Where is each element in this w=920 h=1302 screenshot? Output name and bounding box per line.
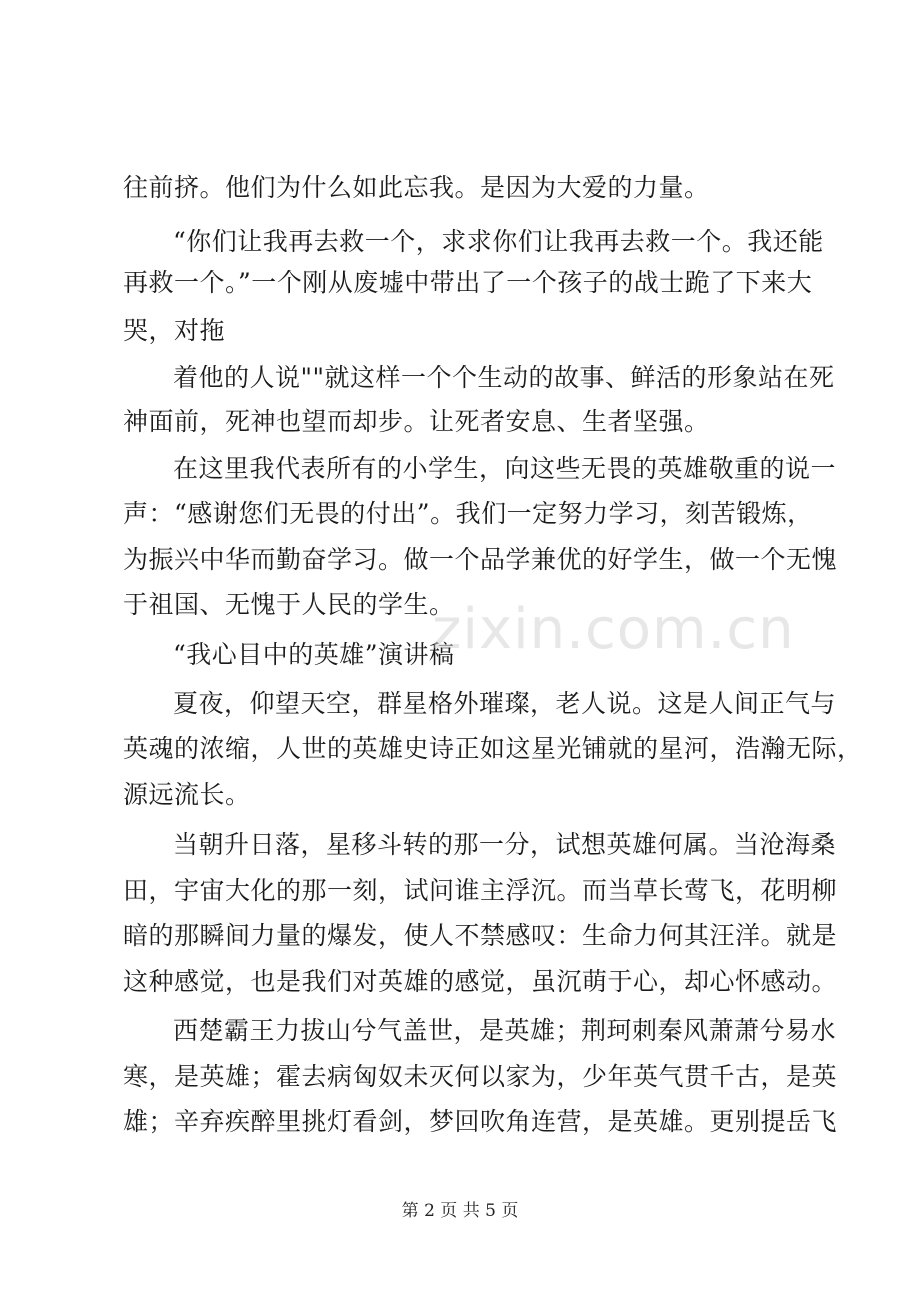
text-line: 再救一个。”一个刚从废墟中带出了一个孩子的战士跪了下来大 bbox=[123, 268, 813, 297]
text-line: 暗的那瞬间力量的爆发，使人不禁感叹：生命力何其汪洋。就是 bbox=[123, 921, 838, 950]
text-line: 在这里我代表所有的小学生，向这些无畏的英雄敬重的说一 bbox=[173, 454, 837, 483]
text-line: 于祖国、无愧于人民的学生。 bbox=[123, 590, 455, 619]
text-line: “你们让我再去救一个，求求你们让我再去救一个。我还能 bbox=[173, 227, 824, 256]
page-number-footer: 第 2 页 共 5 页 bbox=[401, 1201, 519, 1221]
text-line: 这种感觉，也是我们对英雄的感觉，虽沉萌于心，却心怀感动。 bbox=[123, 967, 838, 996]
text-line: 西楚霸王力拔山兮气盖世，是英雄；荆珂刺秦风萧萧兮易水 bbox=[173, 1016, 837, 1045]
text-line: 寒，是英雄；霍去病匈奴未灭何以家为，少年英气贯千古，是英 bbox=[123, 1062, 838, 1091]
text-line: 雄；辛弃疾醉里挑灯看剑，梦回吹角连营，是英雄。更别提岳飞 bbox=[123, 1107, 838, 1136]
text-line: 哭，对拖 bbox=[123, 316, 226, 345]
text-line: 英魂的浓缩，人世的英雄史诗正如这星光铺就的星河，浩瀚无际， bbox=[123, 734, 863, 763]
text-line: 神面前，死神也望而却步。让死者安息、生者坚强。 bbox=[123, 407, 710, 436]
text-line: 为振兴中华而勤奋学习。做一个品学兼优的好学生，做一个无愧 bbox=[123, 545, 838, 574]
text-line: 夏夜，仰望天空，群星格外璀璨，老人说。这是人间正气与 bbox=[173, 689, 837, 718]
section-heading: “我心目中的英雄”演讲稿 bbox=[173, 640, 455, 669]
text-line: 田，宇宙大化的那一刻，试问谁主浮沉。而当草长莺飞，花明柳 bbox=[123, 876, 838, 905]
text-line: 当朝升日落，星移斗转的那一分，试想英雄何属。当沧海桑 bbox=[173, 830, 837, 859]
text-line: 声：“感谢您们无畏的付出”。我们一定努力学习，刻苦锻炼， bbox=[123, 499, 813, 528]
text-line: 着他的人说""就这样一个个生动的故事、鲜活的形象站在死 bbox=[173, 363, 835, 392]
watermark: zixin.com.cn bbox=[432, 597, 795, 662]
text-line: 往前挤。他们为什么如此忘我。是因为大爱的力量。 bbox=[123, 173, 710, 202]
text-line: 源远流长。 bbox=[123, 780, 251, 809]
